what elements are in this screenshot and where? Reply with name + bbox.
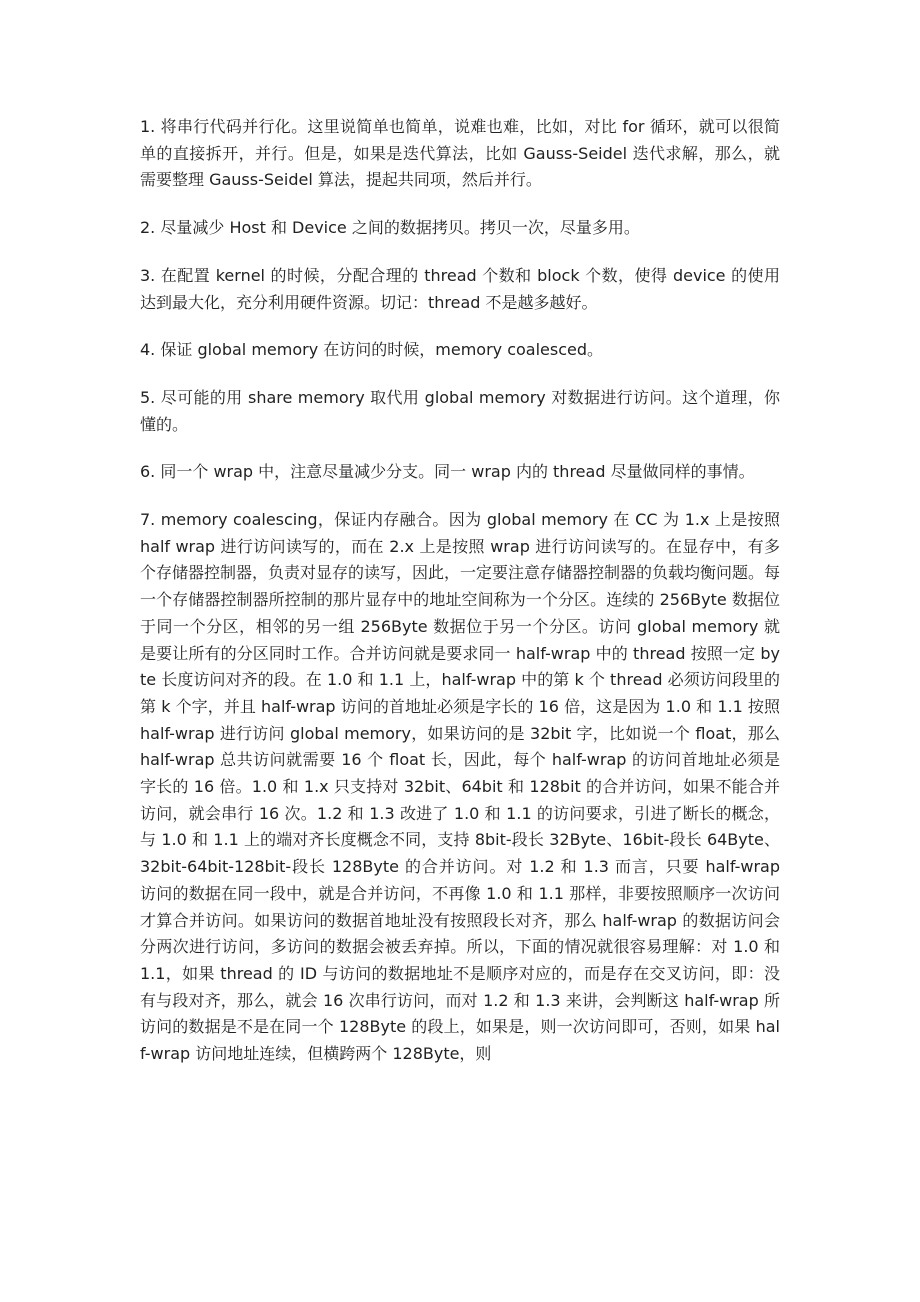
paragraph-7: 7. memory coalescing，保证内存融合。因为 global memory 在 CC 为 1.x 上是按照 half wrap 进行访问读写的，而在 2.x 上是按照 wrap 进行访问读写的。在显存中，有多个存储器控制器，负责对显存的读写，因此，一定要注意存储器控制器的负载均衡问题。每一个存储器控制器所控制的那片显存中的地址空间称为一个分区。连续的 256Byte 数据位于同一个分区，相邻的另一组 256Byte 数据位于另一个分区。访问 global memory 就是要让所有的分区同时工作。合并访问就是要求同一 half-wrap 中的 thread 按照一定 byte 长度访问对齐的段。在 1.0 和 1.1 上，half-wrap 中的第 k 个 thread 必须访问段里的第 k 个字，并且 half-wrap 访问的首地址必须是字长的 16 倍，这是因为 1.0 和 1.1 按照 half-wrap 进行访问 global memory，如果访问的是 32bit 字，比如说一个 float，那么 half-wrap 总共访问就需要 16 个 float 长，因此，每个 half-wrap 的访问首地址必须是字长的 16 倍。1.0 和 1.x 只支持对 32bit、64bit 和 128bit 的合并访问，如果不能合并访问，就会串行 16 次。1.2 和 1.3 改进了 1.0 和 1.1 的访问要求，引进了断长的概念，与 1.0 和 1.1 上的端对齐长度概念不同，支持 8bit-段长 32Byte、16bit-段长 64Byte、32bit-64bit-128bit-段长 128Byte 的合并访问。对 1.2 和 1.3 而言，只要 half-wrap 访问的数据在同一段中，就是合并访问，不再像 1.0 和 1.1 那样，非要按照顺序一次访问才算合并访问。如果访问的数据首地址没有按照段长对齐，那么 half-wrap 的数据访问会分两次进行访问，多访问的数据会被丢弃掉。所以，下面的情况就很容易理解：对 1.0 和 1.1，如果 thread 的 ID 与访问的数据地址不是顺序对应的，而是存在交叉访问，即：没有与段对齐，那么，就会 16 次串行访问，而对 1.2 和 1.3 来讲，会判断这 half-wrap 所访问的数据是不是在同一个 128Byte 的段上，如果是，则一次访问即可，否则，如果 half-wrap 访问地址连续，但横跨两个 128Byte，则: [140, 510, 781, 1064]
paragraph-4: 4. 保证 global memory 在访问的时候，memory coalesced。: [140, 340, 604, 360]
paragraph-2: 2. 尽量减少 Host 和 Device 之间的数据拷贝。拷贝一次，尽量多用。: [140, 218, 640, 238]
document-body: [140, 114, 780, 1089]
paragraph-5: 5. 尽可能的用 share memory 取代用 global memory 对数据进行访问。这个道理，你懂的。: [140, 387, 780, 434]
paragraph-6: 6. 同一个 wrap 中，注意尽量减少分支。同一 wrap 内的 thread 尽量做同样的事情。: [140, 462, 755, 482]
paragraph-3: 3. 在配置 kernel 的时候，分配合理的 thread 个数和 block 个数，使得 device 的使用达到最大化，充分利用硬件资源。切记：thread 不是越多越好。: [140, 265, 780, 312]
paragraph-1: 1. 将串行代码并行化。这里说简单也简单，说难也难，比如，对比 for 循环，就可以很简单的直接拆开，并行。但是，如果是迭代算法，比如 Gauss-Seidel 迭代求解，那么，就需要整理 Gauss-Seidel 算法，提起共同项，然后并行。: [140, 117, 780, 190]
